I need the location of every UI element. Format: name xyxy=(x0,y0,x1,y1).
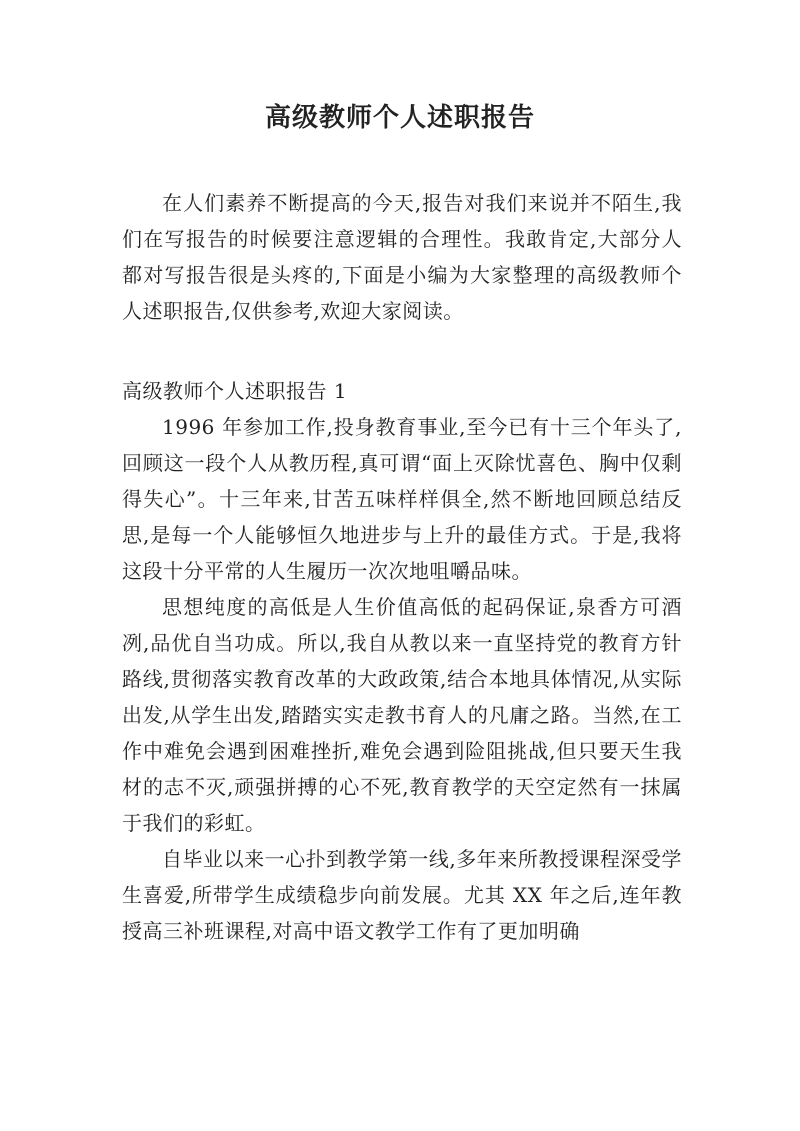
body-paragraph-3: 自毕业以来一心扑到教学第一线,多年来所教授课程深受学生喜爱,所带学生成绩稳步向前发展。尤其 XX 年之后,连年教授高三补班课程,对高中语文教学工作有了更加明确 xyxy=(122,847,682,943)
intro-paragraph: 在人们素养不断提高的今天,报告对我们来说并不陌生,我们在写报告的时候要注意逻辑的合理性。我敢肯定,大部分人都对写报告很是头疼的,下面是小编为大家整理的高级教师个人述职报告,仅供参考,欢迎大家阅读。 xyxy=(122,191,682,323)
document-title: 高级教师个人述职报告 xyxy=(264,103,535,133)
report-section xyxy=(122,373,682,949)
section-heading: 高级教师个人述职报告 1 xyxy=(122,379,348,403)
body-paragraph-1: 1996 年参加工作,投身教育事业,至今已有十三个年头了,回顾这一段个人从教历程,真可谓“面上灭除忧喜色、胸中仅剩得失心”。十三年来,甘苦五味样样俱全,然不断地回顾总结反思,是每一个人能够恒久地进步与上升的最佳方式。于是,我将这段十分平常的人生履历一次次地咀嚼品味。 xyxy=(122,415,682,583)
body-paragraph-2: 思想纯度的高低是人生价值高低的起码保证,泉香方可酒冽,品优自当功成。所以,我自从教以来一直坚持党的教育方针路线,贯彻落实教育改革的大政政策,结合本地具体情况,从实际出发,从学生出发,踏踏实实走教书育人的凡庸之路。当然,在工作中难免会遇到困难挫折,难免会遇到险阻挑战,但只要天生我材的志不灭,顽强拼搏的心不死,教育教学的天空定然有一抹属于我们的彩虹。 xyxy=(122,595,682,835)
intro-block xyxy=(122,185,682,329)
